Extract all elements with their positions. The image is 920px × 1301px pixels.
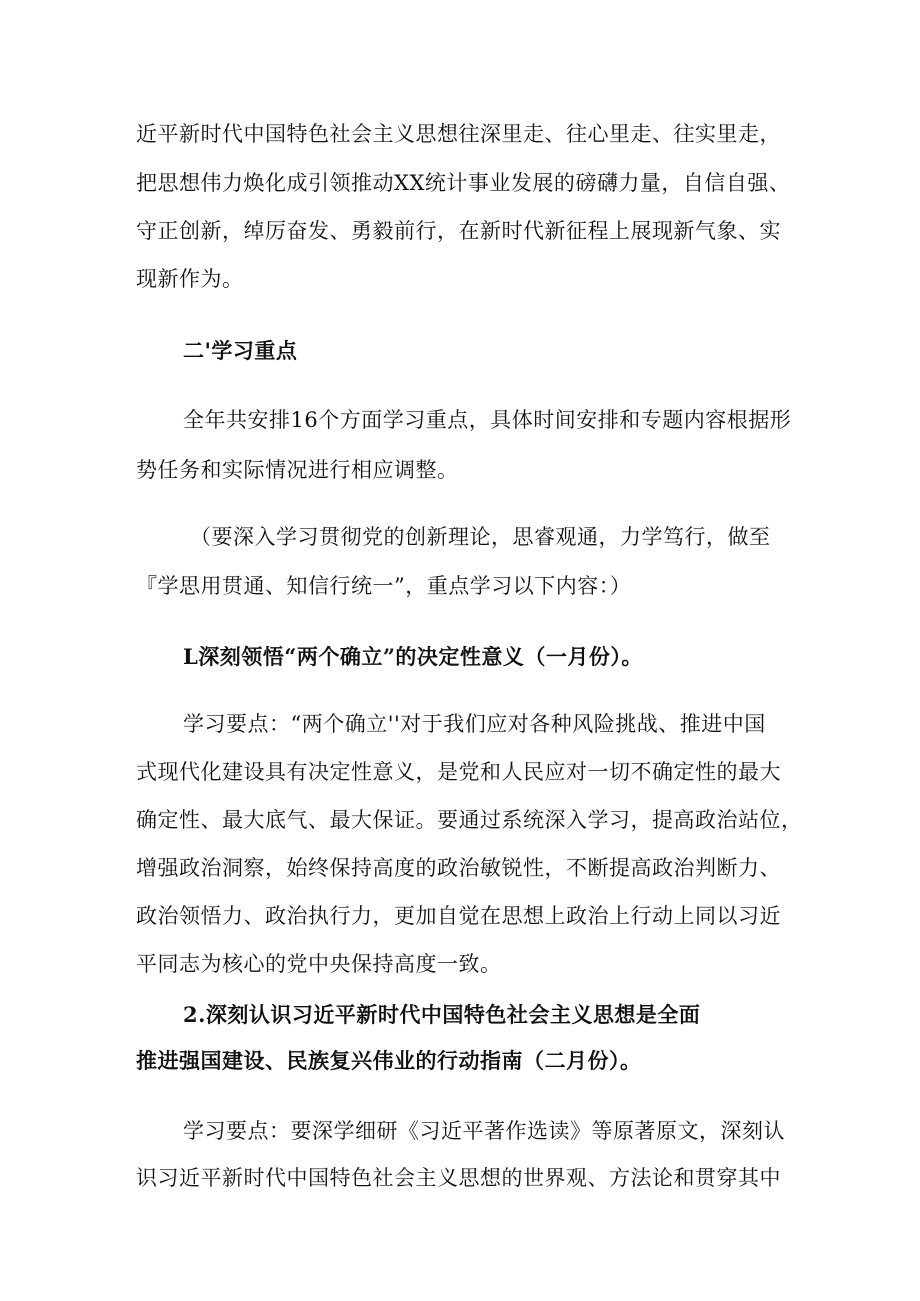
paragraph-line: 全年共安排16个方面学习重点，具体时间安排和专题内容根据形	[183, 408, 792, 432]
paragraph-line: 『学思用贯通、知信行统一”，重点学习以下内容：）	[136, 574, 632, 598]
paragraph-line: 式现代化建设具有决定性意义，是党和人民应对一切不确定性的最大	[136, 760, 781, 784]
section-heading: 二'学习重点	[183, 338, 298, 363]
paragraph-line: 势任务和实际情况进行相应调整。	[136, 458, 459, 482]
item-title: 推进强国建设、民族复兴伟业的行动指南（二月份）。	[136, 1048, 642, 1073]
paragraph-line: 把思想伟力焕化成引领推动XX统计事业发展的磅礴力量，自信自强、	[136, 171, 791, 195]
paragraph-line: 确定性、最大底气、最大保证。要通过系统深入学习，提高政治站位，	[136, 808, 803, 832]
item-title: 2.深刻认识习近平新时代中国特色社会主义思想是全面	[183, 1002, 701, 1027]
paragraph-line: （要深入学习贯彻党的创新理论，思睿观通，力学笃行，做至	[190, 525, 771, 549]
paragraph-line: 近平新时代中国特色社会主义思想往深里走、往心里走、往实里走，	[136, 122, 781, 146]
paragraph-line: 平同志为核心的党中央保持高度一致。	[136, 952, 502, 976]
paragraph-line: 学习要点：“两个确立''对于我们应对各种风险挑战、推进中国	[183, 712, 766, 736]
paragraph-line: 增强政治洞察，始终保持高度的政治敏锐性，不断提高政治判断力、	[136, 856, 781, 880]
paragraph-line: 现新作为。	[136, 267, 244, 291]
paragraph-line: 守正创新，绰厉奋发、勇毅前行，在新时代新征程上展现新气象、实	[136, 219, 781, 243]
paragraph-line: 学习要点：要深学细研《习近平著作选读》等原著原文，深刻认	[183, 1119, 785, 1143]
paragraph-line: 识习近平新时代中国特色社会主义思想的世界观、方法论和贯穿其中	[136, 1166, 781, 1190]
item-title: L深刻领悟“两个确立”的决定性意义（一月份）。	[183, 644, 643, 669]
paragraph-line: 政治领悟力、政治执行力，更加自觉在思想上政治上行动上同以习近	[136, 904, 781, 928]
